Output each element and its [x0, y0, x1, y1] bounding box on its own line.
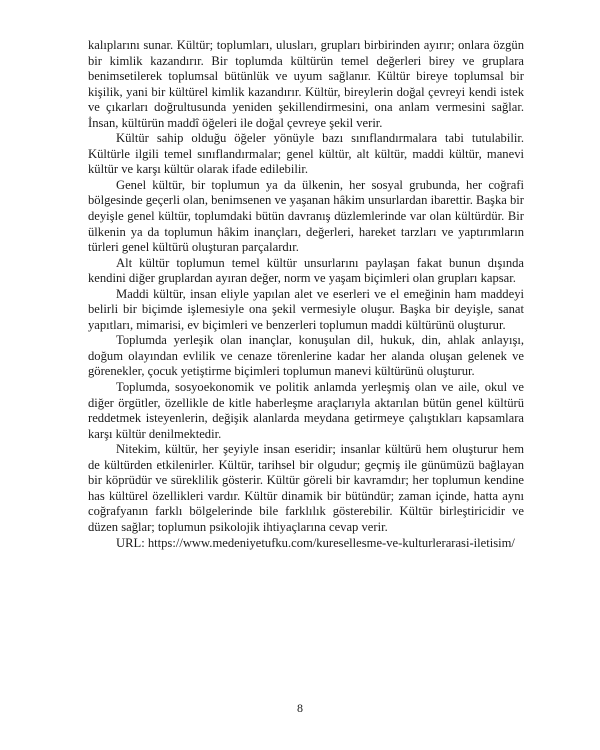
- paragraph-4: Alt kültür toplumun temel kültür unsurlarını paylaşan fakat bunun dışında kendini diğer gruplardan ayıran değer, norm ve yaşam biçimleri olan grupları kapsar.: [88, 255, 524, 286]
- url-reference: URL: https://www.medeniyetufku.com/kuresellesme-ve-kulturlerarasi-iletisim/: [116, 535, 515, 550]
- paragraph-8: Nitekim, kültür, her şeyiyle insan eseridir; insanlar kültürü hem oluşturur hem de kültürden etkilenirler. Kültür, tarihsel bir olgudur; geçmiş ile günümüzü bağlayan bir köprüdür ve süreklilik gösterir. Kültür göreli bir kavramdır; her toplumun kendine has kültürel özellikleri vardır. Kültür dinamik bir bütündür; zaman içinde, hatta aynı coğrafyanın farklı bölgelerinde bile farklılık gösterebilir. Kültür birleştiricidir ve düzen sağlar; toplumun psikolojik ihtiyaçlarına cevap verir.: [88, 442, 524, 534]
- paragraph-1: kalıplarını sunar. Kültür; toplumları, ulusları, grupları birbirinden ayırır; onlara özgün bir kimlik kazandırır. Bir toplumda kültürün temel değerleri birey ve gruplara benimsetilerek toplumsal bütünlük ve uyum sağlanır. Kültür bireye toplumsal bir kişilik, yani bir kültürel kimlik kazandırır. Kültür, bireylerin doğal çevreyi kendi istek ve çıkarları doğrultusunda yeniden şekillendirmesini, ona anlam vermesini sağlar. İnsan, kültürün maddî öğeleri ile doğal çevreye şekil verir.: [88, 38, 524, 130]
- paragraph-3: Genel kültür, bir toplumun ya da ülkenin, her sosyal grubunda, her coğrafi bölgesinde geçerli olan, benimsenen ve yaşanan hâkim unsurlardan ibarettir. Başka bir deyişle genel kültür, toplumdaki bütün davranış düzlemlerinde var olan kültürdür. Bir ülkenin ya da toplumun hâkim inançları, değerleri, hareket tarzları ve yaptırımların türleri genel kültürü oluşturan parçalardır.: [88, 177, 524, 255]
- paragraph-2: Kültür sahip olduğu öğeler yönüyle bazı sınıflandırmalara tabi tutulabilir. Kültürle ilgili temel sınıflandırmalar; genel kültür, alt kültür, maddi kültür, manevi kültür ve karşı kültür olarak ifade edilebilir.: [88, 131, 524, 177]
- paragraph-6: Toplumda yerleşik olan inançlar, konuşulan dil, hukuk, din, ahlak anlayışı, doğum olayından evlilik ve cenaze törenlerine kadar her alanda oluşan gelenek ve görenekler, çocuk yetiştirme biçimleri toplumun manevi kültürünü oluşturur.: [88, 333, 524, 379]
- paragraph-5: Maddi kültür, insan eliyle yapılan alet ve eserleri ve el emeğinin ham maddeyi belirli bir biçimde işlemesiyle ona şekil vermesiyle oluşur. Başka bir deyişle, sanat yapıtları, mimarisi, ev biçimleri ve benzerleri toplumun maddi kültürünü oluşturur.: [88, 286, 524, 332]
- page-number: 8: [297, 701, 303, 715]
- paragraph-7: Toplumda, sosyoekonomik ve politik anlamda yerleşmiş olan ve aile, okul ve diğer örgütler, özellikle de kitle haberleşme araçlarıyla aktarılan bütün genel kültürü reddetmek isteyenlerin, değişik alanlarda meydana getirmeye çalıştıkları kapsamlara karşı kültür denilmektedir.: [88, 380, 524, 441]
- page-body: [88, 38, 524, 551]
